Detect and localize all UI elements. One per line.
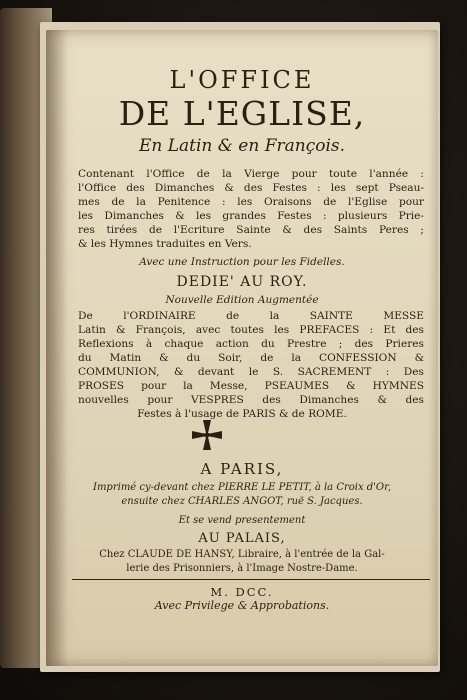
bookseller-line: lerie des Prisonniers, à l'Image Nostre-Dame. xyxy=(126,563,358,574)
ordinaire-line: Latin & François, avec toutes les PREFACES : Et des xyxy=(78,324,424,336)
imprint-line: ensuite chez CHARLES ANGOT, ruë S. Jacques. xyxy=(121,496,363,507)
ordinaire-line: nouvelles pour VESPRES des Dimanches & des xyxy=(78,394,424,406)
instruction-line: Avec une Instruction pour les Fidelles. xyxy=(139,256,345,268)
ordinaire-line: PROSES pour la Messe, PSEAUMES & HYMNES xyxy=(78,380,424,392)
sold-at-line: Et se vend presentement xyxy=(178,515,306,526)
description-line: mes de la Penitence : les Oraisons de l'Eglise pour xyxy=(78,196,424,208)
title-line-2: DE L'EGLISE, xyxy=(118,94,366,133)
ordinaire-line: De l'ORDINAIRE de la SAINTE MESSE xyxy=(78,310,424,322)
publication-year: M. DCC. xyxy=(210,585,274,599)
edition-note: Nouvelle Edition Augmentée xyxy=(165,294,319,306)
description-line: les Dimanches & les grandes Festes : plusieurs Prie- xyxy=(78,210,424,222)
subtitle: En Latin & en François. xyxy=(138,136,346,156)
ordinaire-line: COMMUNION, & devant le S. SACREMENT : Des xyxy=(78,366,424,378)
bookseller-line: Chez CLAUDE DE HANSY, Libraire, à l'entrée de la Gal- xyxy=(99,549,385,560)
ordinaire-line: Festes à l'usage de PARIS & de ROME. xyxy=(137,408,347,420)
description-line: l'Office des Dimanches & des Festes : les sept Pseau- xyxy=(78,182,424,194)
place-of-publication: A PARIS, xyxy=(200,460,284,478)
privilege-line: Avec Privilege & Approbations. xyxy=(154,599,330,612)
title-line-1: L'OFFICE xyxy=(169,66,315,94)
title-page xyxy=(46,30,438,666)
imprint-line: Imprimé cy-devant chez PIERRE LE PETIT, à la Croix d'Or, xyxy=(93,482,391,493)
cross-pattee-icon xyxy=(190,418,224,452)
dedication: DEDIE' AU ROY. xyxy=(176,274,308,290)
palais-line: AU PALAIS, xyxy=(198,531,286,546)
divider-rule xyxy=(72,579,430,580)
description-line: Contenant l'Office de la Vierge pour toute l'année : xyxy=(78,168,424,180)
ordinaire-line: du Matin & du Soir, de la CONFESSION & xyxy=(78,352,424,364)
description-line: res tirées de l'Ecriture Sainte & des Saints Peres ; xyxy=(78,224,424,236)
description-line: & les Hymnes traduites en Vers. xyxy=(78,238,252,250)
ordinaire-line: Reflexions à chaque action du Prestre ; des Prieres xyxy=(78,338,424,350)
